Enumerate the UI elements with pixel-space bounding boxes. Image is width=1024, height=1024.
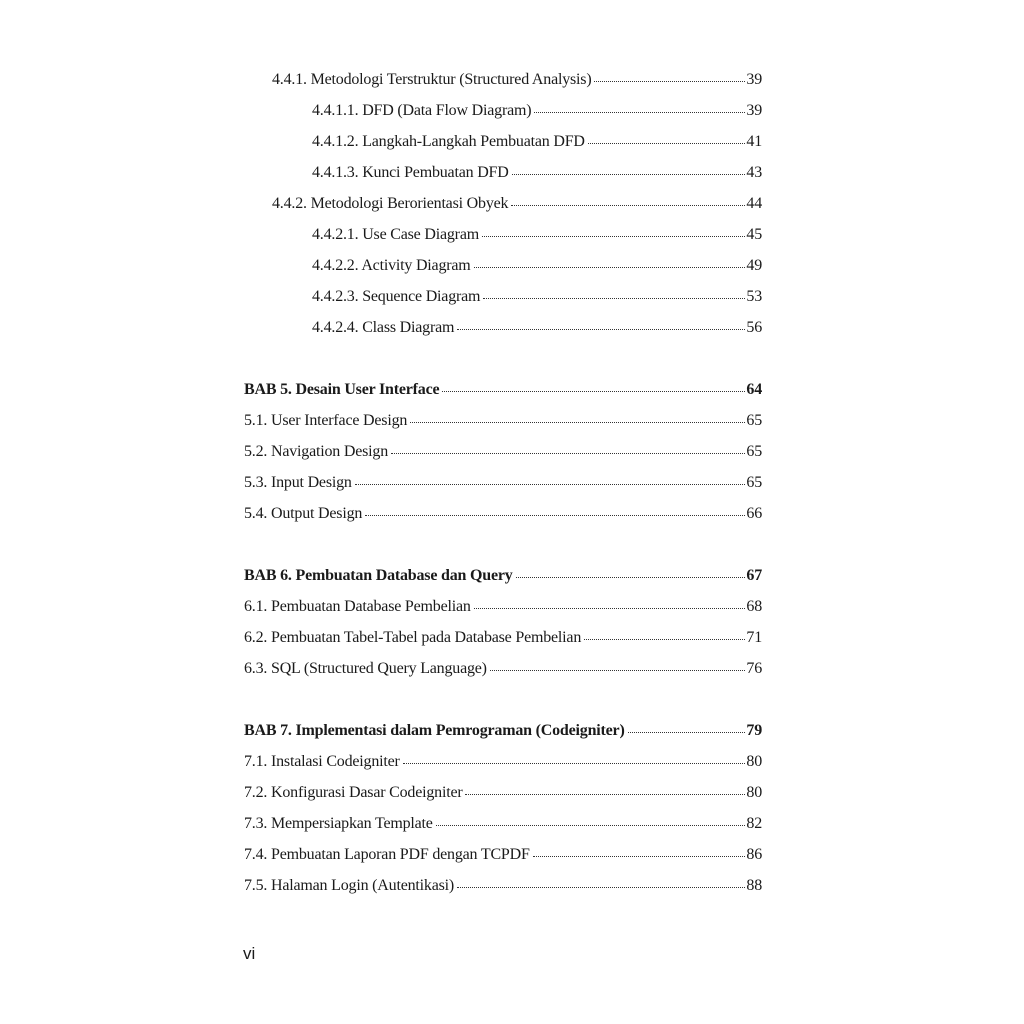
toc-entry-page: 64 [746, 381, 762, 398]
toc-entry-page: 65 [746, 412, 762, 429]
toc-entry-title: 6.3. SQL (Structured Query Language) [244, 660, 487, 677]
dot-leader [594, 81, 745, 82]
toc-entry-page: 41 [746, 133, 762, 150]
toc-chapter-bab-6 [244, 564, 762, 588]
toc-entry-title: 4.4.2.3. Sequence Diagram [312, 288, 481, 305]
toc-entry-page: 66 [746, 505, 762, 522]
dot-leader [391, 453, 745, 454]
toc-entry-title: 4.4.2. Metodologi Berorientasi Obyek [272, 195, 509, 212]
toc-entry-page: 53 [746, 288, 762, 305]
dot-leader [588, 143, 746, 144]
toc-entry-5-1 [244, 409, 762, 433]
toc-entry-4-4-1-2 [312, 130, 762, 154]
toc-entry-5-4 [244, 502, 762, 526]
toc-chapter-bab-7 [244, 719, 762, 743]
toc-entry-page: 65 [746, 443, 762, 460]
toc-entry-page: 43 [746, 164, 762, 181]
toc-entry-title: 7.3. Mempersiapkan Template [244, 815, 433, 832]
toc-entry-page: 49 [746, 257, 762, 274]
dot-leader [516, 577, 746, 578]
toc-entry-6-2 [244, 626, 762, 650]
toc-entry-7-2 [244, 781, 762, 805]
toc-entry-title: 6.2. Pembuatan Tabel-Tabel pada Database Pembelian [244, 629, 582, 646]
toc-entry-page: 39 [746, 71, 762, 88]
dot-leader [584, 639, 745, 640]
toc-entry-title: 5.3. Input Design [244, 474, 352, 491]
toc-entry-page: 80 [746, 753, 762, 770]
toc-entry-page: 76 [746, 660, 762, 677]
toc-entry-7-3 [244, 812, 762, 836]
dot-leader [355, 484, 746, 485]
toc-entry-title: BAB 7. Implementasi dalam Pemrograman (Codeigniter) [244, 722, 625, 739]
toc-entry-title: 7.2. Konfigurasi Dasar Codeigniter [244, 784, 463, 801]
toc-entry-page: 39 [746, 102, 762, 119]
toc-entry-title: 4.4.1.3. Kunci Pembuatan DFD [312, 164, 509, 181]
toc-entry-page: 82 [746, 815, 762, 832]
toc-entry-4-4-1-3 [312, 161, 762, 185]
toc-entry-7-5 [244, 874, 762, 898]
toc-entry-page: 79 [746, 722, 762, 739]
toc-entry-title: 4.4.2.4. Class Diagram [312, 319, 455, 336]
toc-entry-7-4 [244, 843, 762, 867]
toc-entry-title: 4.4.1.2. Langkah-Langkah Pembuatan DFD [312, 133, 585, 150]
dot-leader [490, 670, 746, 671]
toc-entry-page: 65 [746, 474, 762, 491]
toc-entry-title: 5.1. User Interface Design [244, 412, 408, 429]
toc-entry-4-4-2-4 [312, 316, 762, 340]
toc-entry-title: 4.4.2.1. Use Case Diagram [312, 226, 479, 243]
toc-entry-page: 80 [746, 784, 762, 801]
toc-entry-4-4-2 [272, 192, 762, 216]
toc-entry-4-4-2-1 [312, 223, 762, 247]
toc-entry-4-4-1-1 [312, 99, 762, 123]
dot-leader [534, 112, 745, 113]
dot-leader [403, 763, 746, 764]
toc-entry-title: BAB 5. Desain User Interface [244, 381, 440, 398]
toc-entry-6-1 [244, 595, 762, 619]
toc-entry-title: 4.4.2.2. Activity Diagram [312, 257, 471, 274]
toc-entry-4-4-2-2 [312, 254, 762, 278]
toc-entry-title: 4.4.1. Metodologi Terstruktur (Structured Analysis) [272, 71, 592, 88]
toc-entry-title: 7.4. Pembuatan Laporan PDF dengan TCPDF [244, 846, 530, 863]
toc-entry-page: 68 [746, 598, 762, 615]
toc-entry-7-1 [244, 750, 762, 774]
dot-leader [442, 391, 745, 392]
toc-entry-title: BAB 6. Pembuatan Database dan Query [244, 567, 513, 584]
toc-entry-5-3 [244, 471, 762, 495]
toc-entry-title: 4.4.1.1. DFD (Data Flow Diagram) [312, 102, 532, 119]
dot-leader [457, 887, 745, 888]
toc-entry-page: 67 [746, 567, 762, 584]
toc-entry-title: 6.1. Pembuatan Database Pembelian [244, 598, 471, 615]
toc-entry-title: 7.5. Halaman Login (Autentikasi) [244, 877, 454, 894]
toc-entry-page: 86 [746, 846, 762, 863]
dot-leader [436, 825, 746, 826]
toc-entry-4-4-1 [272, 68, 762, 92]
toc-entry-title: 5.2. Navigation Design [244, 443, 389, 460]
toc-entry-page: 44 [746, 195, 762, 212]
dot-leader [457, 329, 745, 330]
dot-leader [483, 298, 745, 299]
page-number: vi [243, 944, 256, 963]
dot-leader [628, 732, 746, 733]
dot-leader [365, 515, 745, 516]
toc-entry-4-4-2-3 [312, 285, 762, 309]
toc-entry-page: 45 [746, 226, 762, 243]
dot-leader [482, 236, 745, 237]
toc-entry-page: 71 [746, 629, 762, 646]
dot-leader [511, 205, 745, 206]
toc-entry-title: 7.1. Instalasi Codeigniter [244, 753, 400, 770]
toc-entry-title: 5.4. Output Design [244, 505, 363, 522]
toc-entry-6-3 [244, 657, 762, 681]
dot-leader [533, 856, 746, 857]
toc-chapter-bab-5 [244, 378, 762, 402]
toc-entry-5-2 [244, 440, 762, 464]
toc-entry-page: 88 [746, 877, 762, 894]
dot-leader [474, 267, 746, 268]
dot-leader [465, 794, 745, 795]
toc-entry-page: 56 [746, 319, 762, 336]
dot-leader [512, 174, 746, 175]
dot-leader [474, 608, 746, 609]
dot-leader [410, 422, 745, 423]
